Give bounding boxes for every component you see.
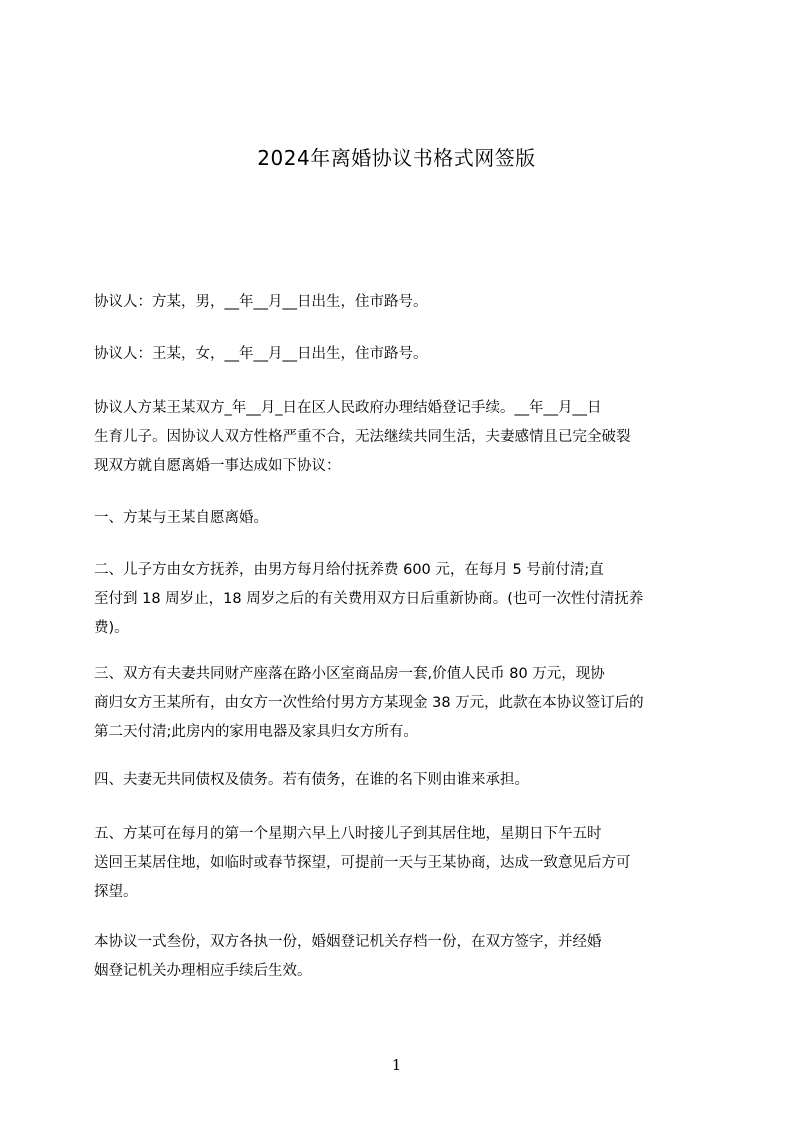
paragraph-line: 姻登记机关办理相应手续后生效。 xyxy=(94,963,312,979)
clause-three-paragraph xyxy=(94,660,704,747)
paragraph-line: 本协议一式叁份，双方各执一份，婚姻登记机关存档一份，在双方签字，并经婚 xyxy=(94,934,602,950)
paragraph-line: 一、方某与王某自愿离婚。 xyxy=(94,510,268,526)
paragraph-line: 生育儿子。因协议人双方性格严重不合，无法继续共同生活，夫妻感情且已完全破裂 xyxy=(94,429,631,445)
paragraph-line: 五、方某可在每月的第一个星期六早上八时接儿子到其居住地，星期日下午五时 xyxy=(94,826,602,842)
page-number: 1 xyxy=(391,1056,402,1074)
paragraph-line: 第二天付清;此房内的家用电器及家具归女方所有。 xyxy=(94,724,418,740)
clause-four-paragraph xyxy=(94,766,704,795)
paragraph-line: 探望。 xyxy=(94,884,138,900)
paragraph-line: 费)。 xyxy=(94,620,129,636)
paragraph-line: 商归女方王某所有，由女方一次性给付男方方某现金 38 万元，此款在本协议签订后的 xyxy=(94,695,644,711)
agreement-intro-paragraph xyxy=(94,394,704,481)
paragraph-line: 三、双方有夫妻共同财产座落在路小区室商品房一套,价值人民币 80 万元，现协 xyxy=(94,666,605,682)
clause-five-paragraph xyxy=(94,820,704,907)
clause-two-paragraph xyxy=(94,556,704,643)
document-title: 2024年离婚协议书格式网签版 xyxy=(257,146,536,170)
paragraph-line: 协议人方某王某双方_年__月_日在区人民政府办理结婚登记手续。__年__月__日 xyxy=(94,400,602,416)
paragraph-line: 协议人：王某，女，__年__月__日出生，住市路号。 xyxy=(94,346,428,362)
party-one-paragraph xyxy=(94,288,704,317)
clause-one-paragraph xyxy=(94,504,704,533)
closing-paragraph xyxy=(94,928,704,986)
paragraph-line: 协议人：方某，男，__年__月__日出生，住市路号。 xyxy=(94,294,428,310)
paragraph-line: 现双方就自愿离婚一事达成如下协议： xyxy=(94,458,341,474)
party-two-paragraph xyxy=(94,340,704,369)
paragraph-line: 送回王某居住地，如临时或春节探望，可提前一天与王某协商，达成一致意见后方可 xyxy=(94,855,631,871)
paragraph-line: 至付到 18 周岁止，18 周岁之后的有关费用双方日后重新协商。(也可一次性付清抚养 xyxy=(94,591,644,607)
paragraph-line: 四、夫妻无共同债权及债务。若有债务，在谁的名下则由谁来承担。 xyxy=(94,772,529,788)
paragraph-line: 二、儿子方由女方抚养，由男方每月给付抚养费 600 元，在每月 5 号前付清;直 xyxy=(94,562,604,578)
